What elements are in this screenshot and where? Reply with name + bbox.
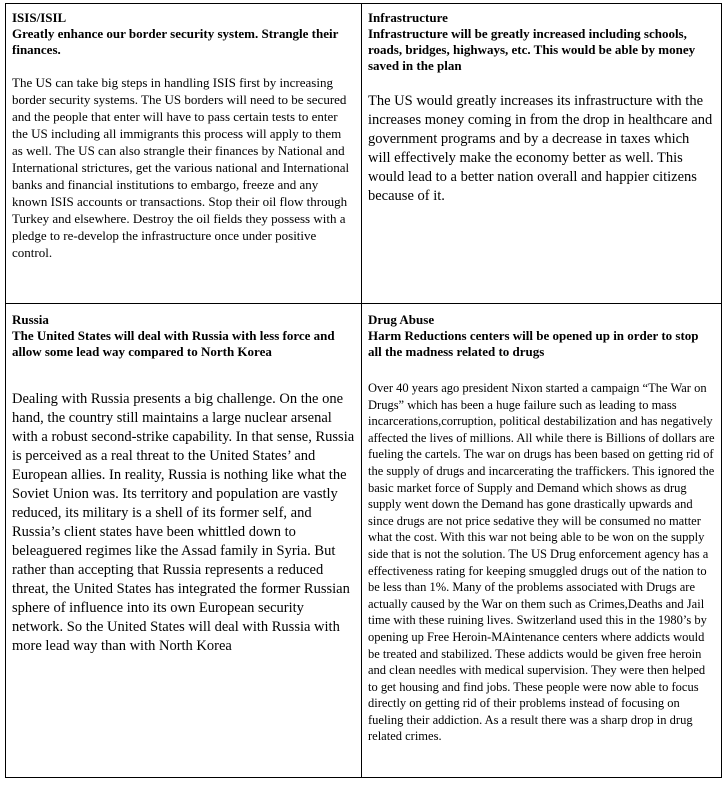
policy-table [5, 3, 722, 778]
cell-title: ISIS/ISIL [12, 10, 67, 25]
cell-subtitle: Harm Reductions centers will be opened up in order to stop all the madness related to drugs [368, 328, 699, 359]
cell-title: Russia [12, 312, 49, 327]
cell-subtitle: Greatly enhance our border security system. Strangle their finances. [12, 26, 339, 57]
cell-subtitle: Infrastructure will be greatly increased including schools, roads, bridges, highways, etc. This would be able by money saved in the plan [368, 26, 696, 73]
cell-infrastructure [362, 4, 721, 303]
cell-drug-abuse [362, 304, 721, 777]
cell-body: The US can take big steps in handling ISIS first by increasing border security systems. The US borders will need to be secured and the people that enter will have to pass certain tests to enter the US including all immigrants this process will apply to them as well. The US can also strangle their finances by National and International strictures, get the various national and International banks and financial institutions to embargo, freeze and any known ISIS accounts or transactions. Stop their oil flow through Turkey and elsewhere. Destroy the oil fields they possess with a pledge to re-develop the infrastructure once under positive control. [12, 75, 350, 260]
cell-title: Drug Abuse [368, 312, 435, 327]
cell-body: Dealing with Russia presents a big challenge. On the one hand, the country still maintains a large nuclear arsenal with a robust second-strike capability. In that sense, Russia is perceived as a real threat to the United States’ and European allies. In reality, Russia is nothing like what the Soviet Union was. Its territory and population are vastly reduced, its military is a shell of its former self, and Russia’s client states have been whittled down to beleaguered regimes like the Assad family in Syria. But rather than accepting that Russia represents a reduced threat, the United States has integrated the former Russian sphere of influence into its own European security network. So the United States will deal with Russia with more lead way than with North Korea [12, 391, 355, 654]
cell-isis [6, 4, 361, 303]
cell-title: Infrastructure [368, 10, 448, 25]
cell-body: Over 40 years ago president Nixon started a campaign “The War on Drugs” which has been a huge failure such as leading to mass incarcerations,corruption, political destabilization and has negatively affected the lives of millions. All while there is Billions of dollars are fueling the cartels. The war on drugs has been based on getting rid of the supply of drugs and incarcerating the traffickers. This ignored the basic market force of Supply and Demand which shows as drug supply went down the Demand has gone drastically upwards and since drugs are not price sedative they will be consumed no matter what the cost. With this war not being able to be won on the supply side that is not the solution. The US Drug enforcement agency has a effectiveness rating for keeping smuggled drugs out of the nation to be less than 1%. Many of the problems associated with Drugs are actually caused by the War on them such as Crimes,Deaths and Jail time with these ruining lives. Switzerland used this in the 1980’s by opening up Free Heroin-MAintenance centers where addicts would be treated and stabilized. These addicts would be given free heroin and clean needles with medical supervision. They were then helped to get housing and find jobs. These people were now able to focus directly on getting rid of their problems instead of focusing on fueling their addiction. As a result there was a sharp drop in drug related crimes. [368, 381, 715, 744]
cell-russia [6, 304, 361, 777]
cell-body: The US would greatly increases its infrastructure with the increases money coming in from the drop in healthcare and government programs and by a decrease in taxes which will effectively make the economy better as well. This would lead to a better nation overall and happier citizens because of it. [368, 93, 713, 204]
cell-subtitle: The United States will deal with Russia with less force and allow some lead way compared to North Korea [12, 328, 335, 359]
